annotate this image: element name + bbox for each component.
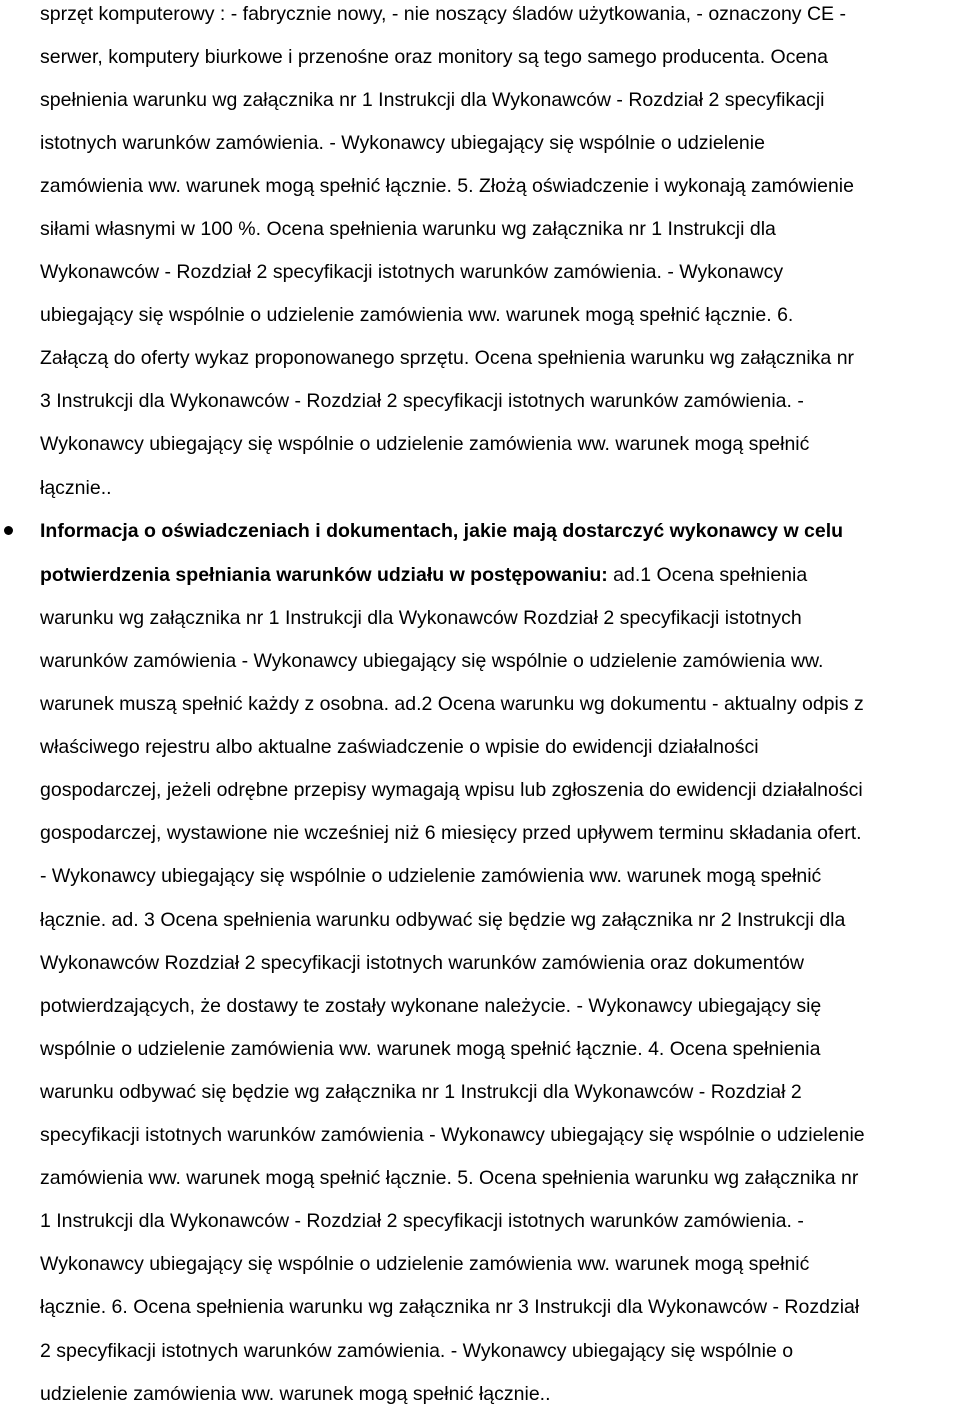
text-line: Wykonawców Rozdział 2 specyfikacji istotnych warunków zamówienia oraz dokumentów bbox=[40, 952, 804, 974]
bullet-heading-bold: potwierdzenia spełniania warunków udziału w postępowaniu: bbox=[40, 564, 608, 586]
text-line: łącznie. 6. Ocena spełnienia warunku wg załącznika nr 3 Instrukcji dla Wykonawców - Rozdział bbox=[40, 1296, 860, 1318]
text-line: warunków zamówienia - Wykonawcy ubiegający się wspólnie o udzielenie zamówienia ww. bbox=[40, 650, 824, 672]
bullet-heading: Informacja o oświadczeniach i dokumentach, jakie mają dostarczyć wykonawcy w celu bbox=[40, 520, 844, 542]
text-line: łącznie. ad. 3 Ocena spełnienia warunku odbywać się będzie wg załącznika nr 2 Instrukcji dla bbox=[40, 909, 846, 931]
text-line: spełnienia warunku wg załącznika nr 1 Instrukcji dla Wykonawców - Rozdział 2 specyfikacji bbox=[40, 89, 825, 111]
text-line: 2 specyfikacji istotnych warunków zamówienia. - Wykonawcy ubiegający się wspólnie o bbox=[40, 1340, 794, 1362]
text-line: Załączą do oferty wykaz proponowanego sprzętu. Ocena spełnienia warunku wg załącznika nr bbox=[40, 347, 855, 369]
text-line: Wykonawcy ubiegający się wspólnie o udzielenie zamówienia ww. warunek mogą spełnić bbox=[40, 1253, 810, 1275]
text-line: - Wykonawcy ubiegający się wspólnie o udzielenie zamówienia ww. warunek mogą spełnić bbox=[40, 865, 822, 887]
text-line: warunku wg załącznika nr 1 Instrukcji dla Wykonawców Rozdział 2 specyfikacji istotnych bbox=[40, 607, 802, 629]
text-line: gospodarczej, wystawione nie wcześniej niż 6 miesięcy przed upływem terminu składania ofert. bbox=[40, 822, 862, 844]
text-line: ubiegający się wspólnie o udzielenie zamówienia ww. warunek mogą spełnić łącznie. 6. bbox=[40, 304, 794, 326]
text-line: Wykonawcy ubiegający się wspólnie o udzielenie zamówienia ww. warunek mogą spełnić bbox=[40, 433, 810, 455]
bullet-heading-rest: ad.1 Ocena spełnienia bbox=[607, 564, 808, 586]
text-line: serwer, komputery biurkowe i przenośne oraz monitory są tego samego producenta. Ocena bbox=[40, 46, 828, 68]
text-line: wspólnie o udzielenie zamówienia ww. warunek mogą spełnić łącznie. 4. Ocena spełnienia bbox=[40, 1038, 821, 1060]
text-line: zamówienia ww. warunek mogą spełnić łącznie. 5. Złożą oświadczenie i wykonają zamówienie bbox=[40, 175, 854, 197]
bullet-icon bbox=[4, 526, 13, 535]
text-line: siłami własnymi w 100 %. Ocena spełnienia warunku wg załącznika nr 1 Instrukcji dla bbox=[40, 218, 776, 240]
text-line: Wykonawców - Rozdział 2 specyfikacji istotnych warunków zamówienia. - Wykonawcy bbox=[40, 261, 784, 283]
bullet-heading-continued bbox=[40, 561, 960, 589]
text-line: gospodarczej, jeżeli odrębne przepisy wymagają wpisu lub zgłoszenia do ewidencji działalności bbox=[40, 779, 863, 801]
text-line: sprzęt komputerowy : - fabrycznie nowy, - nie noszący śladów użytkowania, - oznaczony CE - bbox=[40, 3, 846, 25]
text-line: 1 Instrukcji dla Wykonawców - Rozdział 2 specyfikacji istotnych warunków zamówienia. - bbox=[40, 1210, 804, 1232]
text-line: istotnych warunków zamówienia. - Wykonawcy ubiegający się wspólnie o udzielenie bbox=[40, 132, 765, 154]
text-line: potwierdzających, że dostawy te zostały wykonane należycie. - Wykonawcy ubiegający się bbox=[40, 995, 822, 1017]
text-line: warunek muszą spełnić każdy z osobna. ad.2 Ocena warunku wg dokumentu - aktualny odpis z bbox=[40, 693, 864, 715]
text-line: 3 Instrukcji dla Wykonawców - Rozdział 2 specyfikacji istotnych warunków zamówienia. - bbox=[40, 390, 804, 412]
text-line: zamówienia ww. warunek mogą spełnić łącznie. 5. Ocena spełnienia warunku wg załącznika nr bbox=[40, 1167, 859, 1189]
text-line: łącznie.. bbox=[40, 477, 112, 499]
text-line: właściwego rejestru albo aktualne zaświadczenie o wpisie do ewidencji działalności bbox=[40, 736, 759, 758]
text-line: warunku odbywać się będzie wg załącznika nr 1 Instrukcji dla Wykonawców - Rozdział 2 bbox=[40, 1081, 802, 1103]
text-line: udzielenie zamówienia ww. warunek mogą spełnić łącznie.. bbox=[40, 1383, 551, 1405]
text-line: specyfikacji istotnych warunków zamówienia - Wykonawcy ubiegający się wspólnie o udzielenie bbox=[40, 1124, 865, 1146]
